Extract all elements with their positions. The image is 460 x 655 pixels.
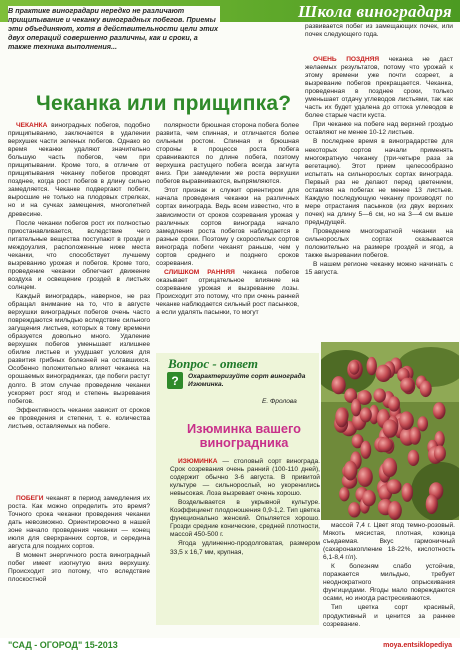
paragraph-text: В последнее время в виноградарстве для некоторых сортов начали применять многократную чеканку (три-четыре раза за вегетацию). Этот прием целесообразно испытать на сильнорослых сортах винограда. Первый раз не делают перед цветением, оставляя на побегах не менее 13 листьев. Каждую последующую чеканку производят по мере отрастания пасынков (из двух верхних почек) на длину 5—6 см, но на 3—4 см выше предыдущей. — [305, 138, 453, 226]
lead-word: ПОБЕГИ — [16, 495, 44, 502]
lead-paragraph — [8, 6, 220, 86]
paragraph-text: К болезням слабо устойчив, поражается мильдью, требует неоднократного опрыскивания фунгицидами. Ягоды мало повреждаются осами, но иногда растрескиваются. — [323, 563, 455, 603]
paragraph-text: чеканят в период замедления их роста. Как можно определить это время? Точного срока чеканки проведения чеканки дать невозможно. Ориентировочно в нашей зоне начало проведения чеканки — конец июля для сверхранних сортов, и середина августа для поздних сортов. — [8, 495, 150, 551]
paragraph — [170, 540, 320, 556]
paragraph — [305, 138, 453, 227]
lead-word: СЛИШКОМ РАННЯЯ — [164, 268, 235, 276]
paragraph — [305, 261, 453, 277]
paragraph-text: В момент энергичного роста виноградный побег имеет изогнутую вниз верхушку. Происходит это потому, что вследствие плоскостной — [8, 552, 150, 584]
grape-berry — [362, 490, 376, 506]
grape-berry — [376, 365, 392, 382]
paragraph — [170, 458, 320, 498]
column-1-bottom — [8, 495, 150, 586]
grape-berry — [400, 378, 414, 393]
grape-berry — [367, 357, 377, 375]
grape-berry — [402, 483, 413, 502]
paragraph-text: чеканка побегов оказывает отрицательное влияние на созревание урожая и вызревание лозы. Происходит это потому, что при очень ранней чеканке наблюдается сильный рост пасынков, а если удалять пасынки, то могут — [156, 268, 300, 317]
question-icon — [167, 372, 183, 389]
paragraph-text: виноградных побегов, подобно прищипыванию, заключается в удалении верхушек части зеленых побегов. Однако во время чеканки удаляют значительно большую часть побегов, чем при прищипывании. Кроме того, в отличие от прищипывания чеканку побегов проводят позднее, когда рост побегов в длину сильно замедляется. Чеканке подвергают побеги, выросшие не только на плодовых стрелках, но и на сучках замещения, многолетней древесине. — [8, 122, 150, 218]
paragraph-text: Возделывается в укрывной культуре. Коэффициент плодоношения 0,9-1,2. Тип цветка функционально женский. Опыляется хорошо. Грозди средние конические, средней плотности, массой 450-500 г. — [170, 499, 320, 539]
paragraph-text: полярности брюшная сторона побега более развита, чем спинная, и отличается более сильным ростом. Спинная и брюшная стороны в процессе роста побега сравниваются по длине побега, поэтому верхушка растущего побега всегда загнута вниз. При замедлении же роста верхушки побегов выравниваются, выпрямляются. — [156, 122, 299, 186]
grape-berry — [360, 441, 371, 459]
izum-right-text — [323, 522, 455, 630]
column-1 — [8, 122, 150, 432]
paragraph — [323, 604, 455, 628]
grape-berry — [426, 494, 438, 514]
column-2 — [156, 122, 299, 318]
grape-berry — [332, 376, 346, 394]
paragraph — [156, 269, 299, 317]
grape-berry — [433, 402, 446, 419]
paragraph — [305, 56, 453, 120]
paragraph-text: В нашем регионе чеканку можно начинать с 15 августа. — [305, 261, 453, 277]
paragraph — [323, 563, 455, 603]
paragraph-text: При чеканке на побеге над верхней гроздью оставляют не менее 10-12 листьев. — [305, 121, 453, 137]
paragraph-text: Проведение многократной чеканки на сильнорослых сортах сказывается положительно на размере гроздей и ягод, а также вызревании побегов. — [305, 227, 453, 260]
grape-berry — [339, 487, 349, 501]
paragraph — [8, 122, 150, 219]
paragraph-text: — столовый сорт винограда. Срок созревания очень ранний (100-110 дней), содержит обычно 3-6 августа. В привитой культуре — сильнорослый, но укоренились невысокая. Лоза вызревает очень хорошо. — [170, 458, 320, 498]
grape-berry — [351, 399, 361, 417]
paragraph-text: массой 7,4 г. Цвет ягод темно-розовый. Мякоть мясистая, плотная, кожица съедаемая. Вкус гармоничный (сахаронакопление 18-22%, кислотность 6,1-8,4 г/л). — [323, 522, 455, 562]
grape-berry — [349, 361, 359, 375]
grape-berry — [388, 396, 400, 411]
paragraph-text: Эффективность чеканки зависит от сроков ее проведения и степени, т. е. количества листьев, оставляемых на побеге. — [8, 406, 150, 430]
section-title: Школа виноградаря — [298, 2, 452, 21]
lead-tail-text: развивается побег из замещающих почек, или почек следующего года. — [305, 23, 453, 39]
paragraph-text: чеканка не даст желаемых результатов, потому что урожай к этому времени уже почти созреет, а вызревание побегов прекращается. Чеканка, проведенная в позднее сроки, только уменьшает отдачу углеводов листьями, так как часть их будет удалена до оттока углеводов в более старые части куста. — [305, 56, 453, 120]
grape-berry — [383, 419, 398, 437]
site-watermark: moya.entsiklopediya — [383, 642, 452, 649]
grape-berry — [374, 388, 386, 402]
paragraph — [8, 220, 150, 292]
paragraph — [8, 495, 150, 551]
grape-berry — [382, 458, 397, 477]
paragraph — [8, 407, 150, 431]
paragraph-text: Этот признак и служит ориентиром для начала проведения чеканки на различных сортах винограда. Ведь всем известно, что в зависимости от сроков созревания урожая у различных сортов винограда начало замедления роста побегов наблюдается в разные сроки. Поэтому у скороспелых сортов винограда побеги чеканят раньше, чем у сортов среднего и позднего сроков созревания. — [156, 187, 299, 267]
article-headline: Чеканка или прищипка? — [36, 92, 292, 115]
magazine-name: "САД - ОГОРОД" 15-2013 — [8, 640, 118, 650]
grape-berry — [387, 479, 402, 494]
paragraph — [156, 187, 299, 267]
izum-text — [170, 458, 320, 558]
lead-word: ЧЕКАНКА — [16, 122, 48, 129]
grape-berry — [434, 445, 446, 461]
grape-berry — [388, 501, 402, 520]
paragraph-text: Тип цветка сорт красивый, продуктивный и ценится за раннее созревание. — [323, 604, 455, 628]
column-3 — [305, 56, 453, 278]
grape-berry — [417, 416, 428, 431]
grape-berry — [344, 461, 358, 481]
grape-berry — [335, 407, 348, 427]
qa-author: Е. Фролова — [262, 398, 297, 405]
paragraph — [305, 121, 453, 137]
paragraph-text: Ягода удлиненно-продолговатая, размером 33,5 х 16,7 мм, крупная, — [170, 540, 320, 556]
grape-berry — [358, 467, 373, 487]
lead-word: ОЧЕНЬ ПОЗДНЯЯ — [313, 56, 380, 63]
qa-question: Охарактеризуйте сорт винограда Изюминка. — [188, 373, 306, 388]
paragraph — [323, 522, 455, 562]
lead-text: В практике виноградари нередко не различают прищипывание и чеканку виноградных побегов. Приемы эти объединяют, хотя в действительности цели этих двух операций совершенно различны, как и сроки, а также техника выполнения... — [8, 6, 219, 51]
lead-word: ИЗЮМИНКА — [178, 458, 218, 465]
grape-berry — [409, 427, 420, 445]
izum-headline: Изюминка вашего виноградника — [186, 421, 302, 450]
grape-photo — [321, 342, 459, 520]
grape-berry — [378, 438, 393, 453]
grape-berry — [360, 407, 372, 422]
grape-berry — [420, 381, 432, 398]
grape-berry — [399, 411, 414, 430]
paragraph — [8, 293, 150, 406]
paragraph — [170, 499, 320, 539]
paragraph — [156, 122, 299, 186]
paragraph — [305, 228, 453, 260]
paragraph-text: Каждый виноградарь, наверное, не раз обращал внимание на то, что в августе верхушки виноградных побегов очень часто повреждаются мильдью вследствие сильного загущения листьев, которых в тому времени образуется довольно много. Удаление верхушек побегов уменьшает излишнее обилие листьев и ухудшает условия для развития грибных болезней на оставшихся. Особенно положительно влияет чеканка на орошаемых виноградниках, где побеги растут долго. В этом случае проведение чеканки ускоряет рост ягод и степень вызревания побегов. — [8, 292, 150, 405]
qa-title: Вопрос - ответ — [168, 356, 258, 371]
paragraph — [8, 552, 150, 584]
grape-berry — [408, 450, 420, 466]
paragraph-text: После чеканки побегов рост их полностью приостанавливается, вследствие чего питательные вещества поступают в грозди и междоузлия, расположенные ниже места чеканки, что способствует лучшему вызреванию урожая и побегов. Кроме того, проведение чеканки облегчает движение воздуха и освещение гроздей в листьях солнцем. — [8, 219, 150, 291]
svg-text:?: ? — [171, 374, 179, 388]
grape-berry — [348, 502, 361, 517]
